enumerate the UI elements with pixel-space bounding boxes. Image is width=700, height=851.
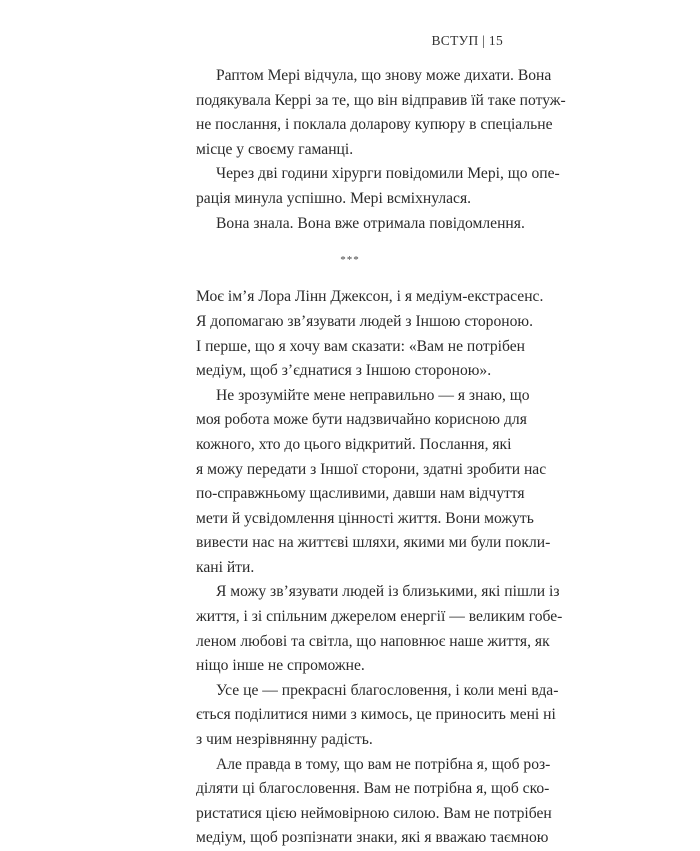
text-line: Вона знала. Вона вже отримала повідомлення. bbox=[216, 214, 525, 232]
text-line: мети й усвідомлення цінності життя. Вони можуть bbox=[196, 509, 534, 527]
text-line: життя, і зі спільним джерелом енергії — великим гобе- bbox=[196, 608, 563, 626]
text-line: рація минула успішно. Мері всміхнулася. bbox=[196, 189, 472, 207]
text-line: леном любові та світла, що наповнює наше життя, як bbox=[196, 632, 550, 650]
paragraph bbox=[196, 753, 552, 851]
text-line: ніщо інше не спроможне. bbox=[196, 657, 365, 675]
text-line: Я можу зв’язувати людей із близькими, які пішли із bbox=[216, 583, 560, 601]
text-line: по-справжньому щасливими, давши нам відчуття bbox=[196, 485, 525, 503]
text-line: ється поділитися ними з кимось, це приносить мені ні bbox=[196, 706, 556, 724]
text-line: Я допомагаю зв’язувати людей з Іншою стороною. bbox=[196, 312, 533, 330]
text-line: Усе це — прекрасні благословення, і коли мені вда- bbox=[216, 681, 559, 699]
text-line: Раптом Мері відчула, що знову може дихати. Вона bbox=[216, 67, 552, 84]
paragraph bbox=[196, 679, 559, 753]
section-separator: *** bbox=[340, 254, 360, 267]
text-line: не послання, і поклала доларову купюру в спеціальне bbox=[196, 116, 553, 134]
text-line: Не зрозумійте мене неправильно — я знаю, що bbox=[216, 386, 530, 404]
text-line: моя робота може бути надзвичайно корисною для bbox=[196, 411, 527, 429]
paragraph bbox=[196, 64, 566, 162]
text-line: подякувала Керрі за те, що він відправив їй таке потуж- bbox=[196, 91, 566, 109]
paragraph bbox=[196, 384, 551, 581]
text-line: Але правда в тому, що вам не потрібна я, щоб роз- bbox=[216, 755, 551, 773]
text-line: ристатися цією неймовірною силою. Вам не потрібен bbox=[196, 804, 552, 822]
text-line: з чим незрівнянну радість. bbox=[196, 731, 373, 749]
paragraph bbox=[196, 212, 525, 237]
text-line: я можу передати з Іншої сторони, здатні зробити нас bbox=[196, 460, 547, 478]
text-line: медіум, щоб з’єднатися з Іншою стороною». bbox=[196, 362, 492, 380]
text-line: І перше, що я хочу вам сказати: «Вам не потрібен bbox=[196, 337, 525, 355]
text-line: медіум, щоб розпізнати знаки, які я вважаю таємною bbox=[196, 829, 549, 847]
text-line: кані йти. bbox=[196, 558, 255, 576]
text-line: вивести нас на життєві шляхи, якими ми були покли- bbox=[196, 534, 551, 552]
text-line: кожного, хто до цього відкритий. Послання, які bbox=[196, 435, 512, 453]
running-header: ВСТУП | 15 bbox=[431, 33, 503, 48]
paragraph bbox=[196, 162, 560, 211]
text-line: Моє ім’я Лора Лінн Джексон, і я медіум-екстрасенс. bbox=[196, 288, 544, 306]
paragraph bbox=[196, 285, 544, 383]
body-text bbox=[196, 64, 566, 851]
text-line: діляти ці благословення. Вам не потрібна я, щоб ско- bbox=[196, 780, 550, 798]
text-line: Через дві години хірурги повідомили Мері, що опе- bbox=[216, 165, 560, 183]
paragraph bbox=[196, 580, 563, 678]
text-line: місце у своєму гаманці. bbox=[196, 140, 354, 158]
